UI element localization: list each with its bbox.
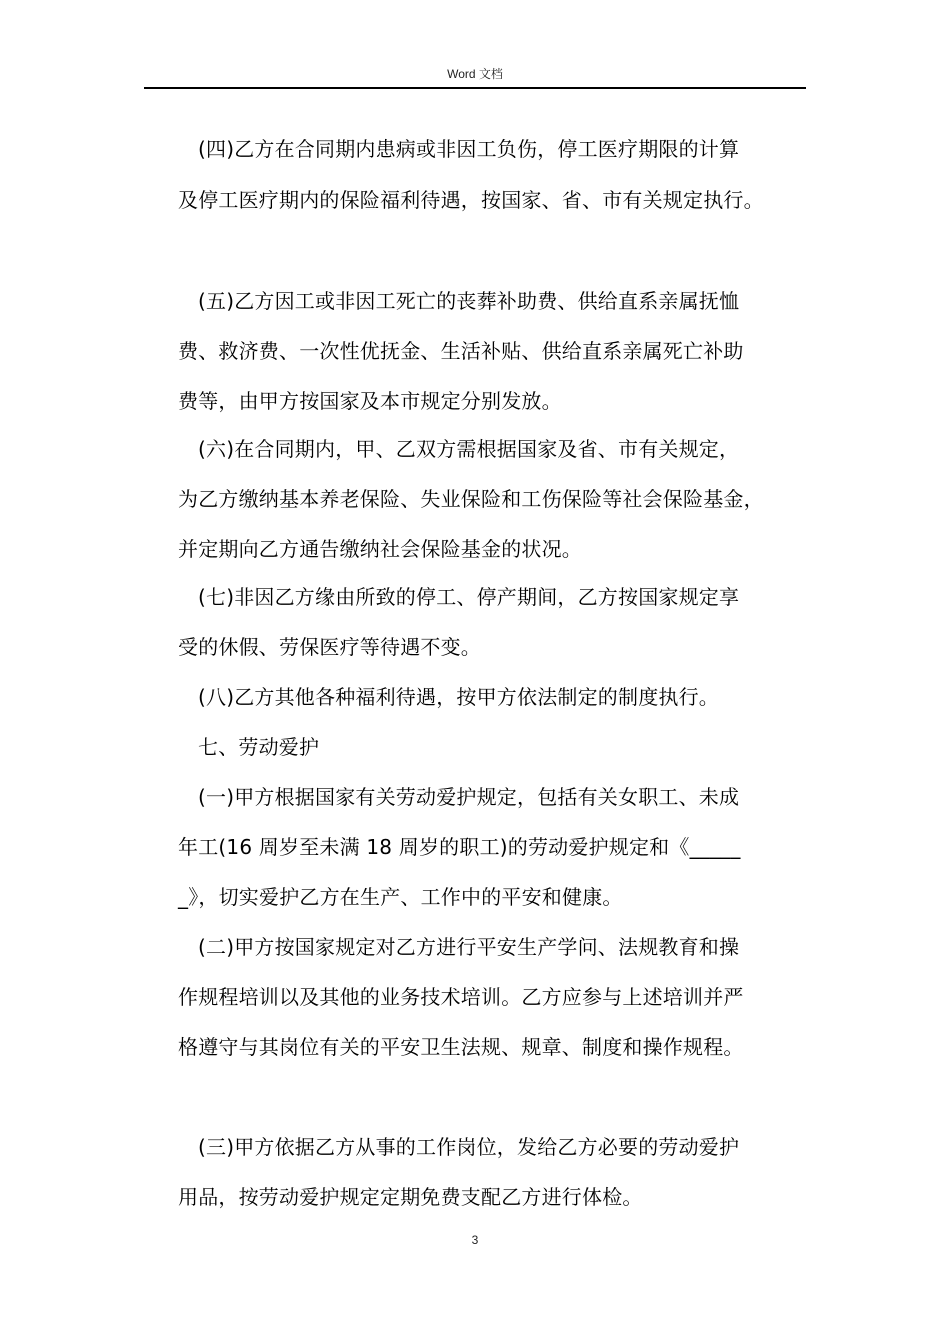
section-heading: 七、劳动爱护 xyxy=(198,735,320,759)
text-line: (一)甲方根据国家有关劳动爱护规定，包括有关女职工、未成 xyxy=(198,785,740,809)
text-line: _》，切实爱护乙方在生产、工作中的平安和健康。 xyxy=(178,885,623,909)
text-line: 用品，按劳动爱护规定定期免费支配乙方进行体检。 xyxy=(178,1185,643,1209)
text-line: 为乙方缴纳基本养老保险、失业保险和工伤保险等社会保险基金， xyxy=(178,487,764,511)
text-line: (六)在合同期内，甲、乙双方需根据国家及省、市有关规定， xyxy=(198,437,740,461)
text-line: (二)甲方按国家规定对乙方进行平安生产学问、法规教育和操 xyxy=(198,935,740,959)
header-divider xyxy=(144,87,806,89)
page-number: 3 xyxy=(471,1233,479,1247)
text-line: (三)甲方依据乙方从事的工作岗位，发给乙方必要的劳动爱护 xyxy=(198,1135,740,1159)
text-line: (五)乙方因工或非因工死亡的丧葬补助费、供给直系亲属抚恤 xyxy=(198,289,740,313)
text-line: 受的休假、劳保医疗等待遇不变。 xyxy=(178,635,481,659)
text-line: 并定期向乙方通告缴纳社会保险基金的状况。 xyxy=(178,537,582,561)
text-line: 格遵守与其岗位有关的平安卫生法规、规章、制度和操作规程。 xyxy=(178,1035,744,1059)
text-line: 年工(16 周岁至未满 18 周岁的职工)的劳动爱护规定和《_____ xyxy=(178,835,741,859)
text-line: 费、救济费、一次性优抚金、生活补贴、供给直系亲属死亡补助 xyxy=(178,339,744,363)
text-line: 作规程培训以及其他的业务技术培训。乙方应参与上述培训并严 xyxy=(178,985,744,1009)
text-line: (四)乙方在合同期内患病或非因工负伤，停工医疗期限的计算 xyxy=(198,137,740,161)
page-header-title: Word 文档 xyxy=(447,67,503,81)
text-line: 及停工医疗期内的保险福利待遇，按国家、省、市有关规定执行。 xyxy=(178,188,764,212)
text-line: (七)非因乙方缘由所致的停工、停产期间，乙方按国家规定享 xyxy=(198,585,740,609)
text-line: (八)乙方其他各种福利待遇，按甲方依法制定的制度执行。 xyxy=(198,685,720,709)
text-line: 费等，由甲方按国家及本市规定分别发放。 xyxy=(178,389,562,413)
